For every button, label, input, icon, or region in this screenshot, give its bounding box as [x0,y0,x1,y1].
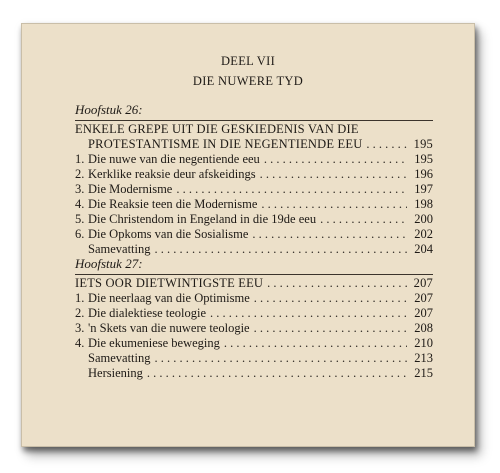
chapter-26-title-line1: ENKELE GREPE UIT DIE GESKIEDENIS VAN DIE [75,122,359,136]
chapter-26-title-line2: PROTESTANTISME IN DIE NEGENTIENDE EEU . . . 195 [75,137,433,152]
toc-entry: Samevatting . . . 204 [75,242,433,257]
part-title: DIE NUWERE TYD [192,74,304,88]
toc-entry: Samevatting . . . 213 [75,351,433,366]
chapter-27-label: Hoofstuk 27: [75,256,143,271]
toc-entry: 6. Die Opkoms van die Sosialisme . . . 202 [75,227,433,242]
part-heading: DEEL VII [220,54,276,68]
toc-entry: 5. Die Christendom in Engeland in die 19de eeu . . . 200 [75,212,433,227]
book-page [21,23,475,447]
toc-entry: 3. 'n Skets van die nuwere teologie . . . 208 [75,321,433,336]
chapter-26-section [75,120,433,257]
chapter-26-label: Hoofstuk 26: [75,102,143,117]
toc-entry: 2. Kerklike reaksie deur afskeidings . . . 196 [75,167,433,182]
toc-entry: 1. Die neerlaag van die Optimisme . . . 207 [75,291,433,306]
toc-entry: 3. Die Modernisme . . . 197 [75,182,433,197]
chapter-27-section [75,274,433,381]
chapter-27-title: IETS OOR DIETWINTIGSTE EEU . . . 207 [75,276,433,291]
toc-entry: Hersiening . . . 215 [75,366,433,381]
toc-entry: 4. Die ekumeniese beweging . . . 210 [75,336,433,351]
dot-leader [366,137,407,152]
dot-leader [267,276,407,291]
toc-entry: 1. Die nuwe van die negentiende eeu . . . 195 [75,152,433,167]
toc-entry: 4. Die Reaksie teen die Modernisme . . . 198 [75,197,433,212]
toc-entry: 2. Die dialektiese teologie . . . 207 [75,306,433,321]
